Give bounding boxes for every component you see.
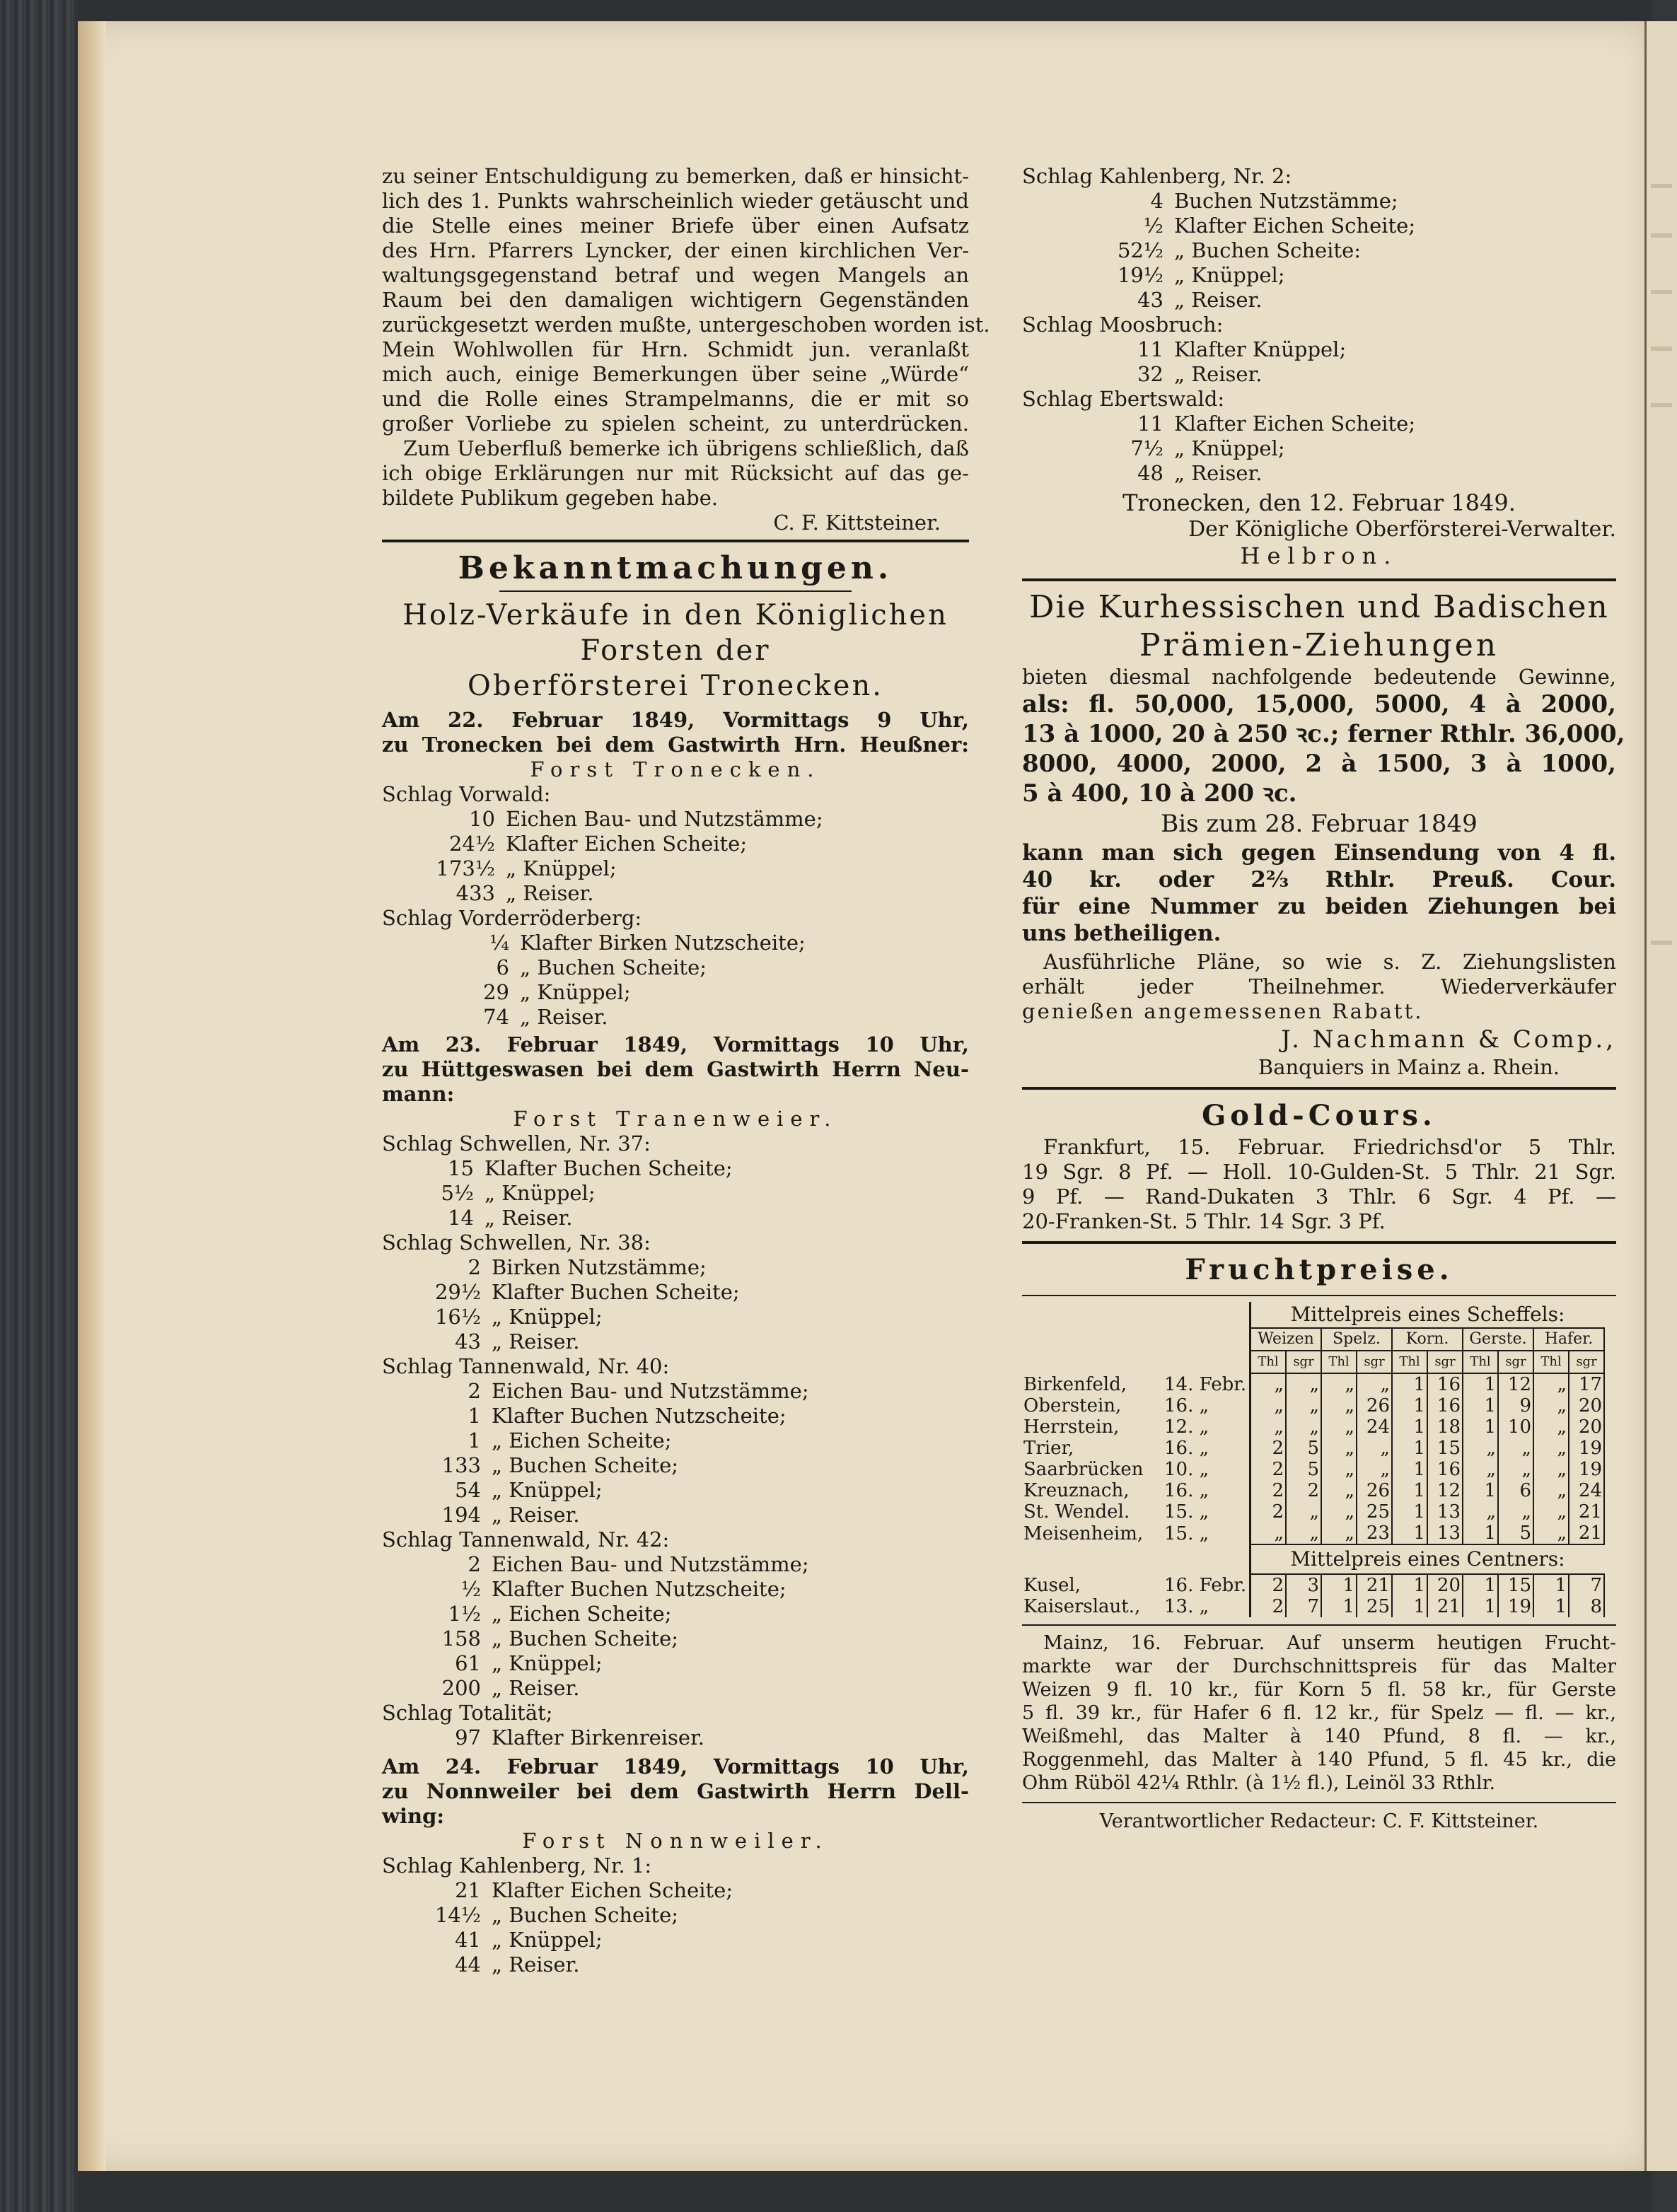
text-line: 5 fl. 39 kr., für Hafer 6 fl. 12 kr., für Spelz — fl. — kr.,: [1022, 1702, 1616, 1724]
scheffel-rows: [1022, 1373, 1604, 1544]
price-cell: „: [1321, 1459, 1357, 1480]
deadline: Bis zum 28. Februar 1849: [1161, 810, 1478, 838]
lot-item: 19½ „ Knüppel;: [1117, 263, 1285, 287]
price-cell: 12: [1427, 1480, 1463, 1501]
lot-item: 29½ Klafter Buchen Scheite;: [434, 1280, 740, 1304]
sale-location: zu Nonnweiler bei dem Gastwirth Herrn Dell-: [382, 1779, 969, 1803]
price-cell: 2: [1251, 1480, 1287, 1501]
lot-item: 173½ „ Knüppel;: [436, 856, 617, 880]
price-cell: 1: [1392, 1596, 1427, 1617]
price-cell: 18: [1427, 1416, 1463, 1438]
price-cell: 1: [1463, 1416, 1498, 1438]
text-line: Ausführliche Pläne, so wie s. Z. Ziehungslisten: [1043, 950, 1616, 974]
divider: [1022, 578, 1616, 581]
sale-date: Am 23. Februar 1849, Vormittags 10 Uhr,: [382, 1032, 969, 1056]
price-cell: „: [1251, 1416, 1287, 1438]
price-cell: „: [1463, 1501, 1498, 1523]
price-cell: 10: [1498, 1416, 1533, 1438]
table-row: [1022, 1438, 1604, 1459]
price-cell: 5: [1286, 1438, 1321, 1459]
divider: [1022, 1295, 1616, 1296]
text-line: mich auch, einige Bemerkungen über seine „Würde“: [382, 362, 969, 386]
price-cell: 1: [1392, 1574, 1427, 1596]
lot-item: 11 Klafter Eichen Scheite;: [1137, 412, 1416, 436]
lot-item: 194 „ Reiser.: [441, 1503, 580, 1527]
table-caption-row: [1022, 1302, 1604, 1328]
column-header: Korn.: [1392, 1328, 1463, 1351]
text-line: 20-Franken-St. 5 Thlr. 14 Sgr. 3 Pf.: [1022, 1209, 1386, 1233]
mainz-report: [1022, 1631, 1616, 1795]
lot-item: 10 Eichen Bau- und Nutzstämme;: [469, 807, 823, 831]
text-line: Raum bei den damaligen wichtigern Gegenständen: [382, 288, 969, 312]
price-cell: „: [1321, 1373, 1357, 1395]
price-cell: „: [1286, 1501, 1321, 1523]
price-cell: 20: [1427, 1574, 1463, 1596]
price-cell: 20: [1569, 1416, 1604, 1438]
forest-name: Forst Tranenweier.: [513, 1107, 838, 1131]
price-cell: 3: [1286, 1574, 1321, 1596]
lot-item: 7½ „ Knüppel;: [1130, 436, 1285, 460]
letter-paragraph-1: [382, 164, 990, 436]
price-cell: 12: [1498, 1373, 1533, 1395]
prize-line: 8000, 4000, 2000, 2 à 1500, 3 à 1000,: [1022, 750, 1616, 778]
divider: [382, 540, 969, 542]
unit-header-row: [1022, 1351, 1604, 1373]
price-cell: „: [1251, 1523, 1287, 1544]
lot-item: 32 „ Reiser.: [1137, 362, 1263, 386]
price-cell: „: [1533, 1523, 1569, 1544]
unit-header: sgr: [1498, 1351, 1533, 1373]
table-row: [1022, 1459, 1604, 1480]
text-line: Mainz, 16. Februar. Auf unserm heutigen Frucht-: [1043, 1632, 1616, 1654]
column-header: Weizen: [1251, 1328, 1322, 1351]
price-cell: 25: [1357, 1596, 1392, 1617]
lot-item: 14½ „ Buchen Scheite;: [434, 1903, 679, 1927]
notice-title: Oberförsterei Tronecken.: [468, 670, 883, 702]
place-cell: Saarbrücken: [1023, 1459, 1144, 1480]
sale-location: wing:: [382, 1804, 445, 1828]
unit-header: Thl: [1533, 1351, 1569, 1373]
gold-heading: Gold-Cours.: [1202, 1099, 1437, 1132]
grain-heading: Fruchtpreise.: [1185, 1253, 1453, 1286]
table-caption-row: [1022, 1544, 1604, 1574]
text-line: zurückgesetzt werden mußte, untergeschoben worden ist.: [382, 313, 990, 337]
table-caption: Mittelpreis eines Scheffels:: [1251, 1302, 1605, 1328]
lot-item: 43 „ Reiser.: [1137, 288, 1263, 312]
table-row: [1022, 1395, 1604, 1416]
lot-item: 5½ „ Knüppel;: [441, 1181, 596, 1205]
text-line: Frankfurt, 15. Februar. Friedrichsd'or 5 Thlr.: [1043, 1135, 1616, 1159]
price-cell: 2: [1251, 1459, 1287, 1480]
price-cell: 19: [1569, 1459, 1604, 1480]
divider: [499, 590, 852, 592]
text-line: kann man sich gegen Einsendung von 4 fl.: [1022, 840, 1616, 866]
lot-item: 14 „ Reiser.: [448, 1206, 573, 1230]
price-cell: 2: [1251, 1574, 1287, 1596]
place-cell: Meisenheim,: [1023, 1523, 1144, 1544]
lot-item: 44 „ Reiser.: [455, 1952, 580, 1977]
price-cell: „: [1357, 1438, 1392, 1459]
text-line: bieten diesmal nachfolgende bedeutende Gewinne,: [1022, 665, 1616, 689]
price-cell: 21: [1569, 1523, 1604, 1544]
lot-item: 41 „ Knüppel;: [455, 1928, 603, 1952]
text-line: die Stelle eines meiner Briefe über einen Aufsatz: [382, 214, 969, 238]
price-cell: „: [1321, 1501, 1357, 1523]
price-cell: 1: [1463, 1480, 1498, 1501]
unit-header: Thl: [1392, 1351, 1427, 1373]
schlag-label: Schlag Totalität;: [382, 1701, 553, 1725]
price-cell: „: [1498, 1438, 1533, 1459]
price-cell: „: [1533, 1459, 1569, 1480]
price-cell: 1: [1392, 1416, 1427, 1438]
date-cell: 16. Febr.: [1164, 1574, 1247, 1596]
price-cell: „: [1251, 1373, 1287, 1395]
place-cell: Kaiserslaut.,: [1023, 1596, 1141, 1617]
page-gutter: [78, 21, 106, 2171]
price-cell: 1: [1392, 1501, 1427, 1523]
divider: [1022, 1241, 1616, 1244]
lot-item: 200 „ Reiser.: [441, 1676, 580, 1700]
lot-item: 133 „ Buchen Scheite;: [441, 1453, 679, 1477]
text-line: 9 Pf. — Rand-Dukaten 3 Thlr. 6 Sgr. 4 Pf. —: [1022, 1184, 1616, 1209]
price-cell: 16: [1427, 1459, 1463, 1480]
price-cell: 1: [1392, 1395, 1427, 1416]
text-line: für eine Nummer zu beiden Ziehungen bei: [1022, 894, 1616, 919]
price-cell: 20: [1569, 1395, 1604, 1416]
sale-date: Am 22. Februar 1849, Vormittags 9 Uhr,: [382, 708, 969, 732]
schlag-label: Schlag Moosbruch:: [1022, 313, 1224, 337]
prize-line: als: fl. 50,000, 15,000, 5000, 4 à 2000,: [1022, 690, 1616, 718]
sale-date: Am 24. Februar 1849, Vormittags 10 Uhr,: [382, 1754, 969, 1779]
price-cell: „: [1286, 1373, 1321, 1395]
lot-item: 61 „ Knüppel;: [455, 1651, 603, 1675]
text-line: bildete Publikum gegeben habe.: [382, 486, 719, 510]
date-cell: 10. „: [1164, 1459, 1209, 1480]
price-cell: 21: [1569, 1501, 1604, 1523]
price-cell: 1: [1392, 1480, 1427, 1501]
schlag-label: Schlag Tannenwald, Nr. 40:: [382, 1354, 670, 1378]
schlag-label: Schlag Schwellen, Nr. 38:: [382, 1230, 651, 1255]
schlag-label: Schlag Kahlenberg, Nr. 2:: [1022, 164, 1292, 188]
text-line: des Hrn. Pfarrers Lyncker, der einen kirchlichen Ver-: [382, 238, 969, 262]
section-heading: Bekanntmachungen.: [458, 550, 893, 586]
price-cell: 23: [1357, 1523, 1392, 1544]
firm-name: J. Nachmann & Comp.,: [1281, 1025, 1616, 1054]
price-cell: „: [1321, 1416, 1357, 1438]
price-cell: 7: [1286, 1596, 1321, 1617]
authority: Der Königliche Oberförsterei-Verwalter.: [1188, 517, 1616, 542]
lot-item: 1 Klafter Buchen Nutzscheite;: [468, 1404, 787, 1428]
divider: [1022, 1624, 1616, 1626]
place-cell: Herrstein,: [1023, 1416, 1120, 1438]
crop-header-row: [1022, 1328, 1604, 1351]
lot-item: 2 Birken Nutzstämme;: [468, 1255, 707, 1279]
price-cell: 13: [1427, 1523, 1463, 1544]
price-cell: „: [1251, 1395, 1287, 1416]
text-line: erhält jeder Theilnehmer. Wiederverkäufer: [1022, 974, 1616, 999]
schlag-label: Schlag Tannenwald, Nr. 42:: [382, 1527, 670, 1552]
lot-item: 11 Klafter Knüppel;: [1137, 337, 1347, 361]
lot-item: ½ Klafter Eichen Scheite;: [1143, 214, 1416, 238]
price-cell: „: [1286, 1395, 1321, 1416]
text-line: großer Vorliebe zu spielen scheint, zu unterdrücken.: [382, 412, 969, 436]
unit-header: sgr: [1427, 1351, 1463, 1373]
lot-item: 16½ „ Knüppel;: [434, 1305, 603, 1329]
lot-item: ¼ Klafter Birken Nutzscheite;: [489, 931, 806, 955]
price-cell: 7: [1569, 1574, 1604, 1596]
table-row: [1022, 1501, 1604, 1523]
price-cell: 1: [1392, 1459, 1427, 1480]
official-name: Helbron.: [1240, 542, 1398, 569]
price-cell: 1: [1392, 1438, 1427, 1459]
price-cell: 25: [1357, 1501, 1392, 1523]
lot-item: 2 Eichen Bau- und Nutzstämme;: [468, 1379, 809, 1403]
price-cell: 1: [1463, 1523, 1498, 1544]
letter-signature: C. F. Kittsteiner.: [773, 511, 941, 535]
text-line: Ohm Rüböl 42¼ Rthlr. (à 1½ fl.), Leinöl 33 Rthlr.: [1022, 1772, 1496, 1794]
price-cell: 19: [1498, 1596, 1533, 1617]
price-cell: 1: [1463, 1373, 1498, 1395]
price-cell: 2: [1251, 1596, 1287, 1617]
date-cell: 12. „: [1164, 1416, 1209, 1438]
lot-item: 21 Klafter Eichen Scheite;: [455, 1878, 733, 1902]
lot-item: 6 „ Buchen Scheite;: [496, 955, 707, 979]
price-cell: „: [1533, 1395, 1569, 1416]
price-cell: „: [1533, 1480, 1569, 1501]
price-cell: 17: [1569, 1373, 1604, 1395]
unit-header: sgr: [1357, 1351, 1392, 1373]
place-cell: Oberstein,: [1023, 1395, 1122, 1416]
price-cell: 1: [1533, 1574, 1569, 1596]
price-cell: 1: [1463, 1574, 1498, 1596]
place-cell: St. Wendel.: [1023, 1501, 1130, 1523]
date-cell: 16. „: [1164, 1480, 1209, 1501]
text-line: Weizen 9 fl. 10 kr., für Korn 5 fl. 58 kr., für Gerste: [1022, 1679, 1616, 1701]
text-line: 40 kr. oder 2⅔ Rthlr. Preuß. Cour.: [1022, 867, 1616, 892]
text-line: 19 Sgr. 8 Pf. — Holl. 10-Gulden-St. 5 Thlr. 21 Sgr.: [1022, 1160, 1616, 1184]
sale-location: zu Tronecken bei dem Gastwirth Hrn. Heußner:: [382, 733, 969, 757]
lot-item: 15 Klafter Buchen Scheite;: [448, 1156, 733, 1180]
left-column: [382, 164, 990, 1977]
text-line: Weißmehl, das Malter à 140 Pfund, 8 fl. — kr.,: [1022, 1725, 1616, 1747]
lot-item: 43 „ Reiser.: [455, 1329, 580, 1354]
lottery-heading: Prämien-Ziehungen: [1139, 627, 1499, 663]
sale-location: mann:: [382, 1082, 455, 1106]
price-cell: „: [1357, 1373, 1392, 1395]
unit-header: sgr: [1286, 1351, 1321, 1373]
price-cell: „: [1533, 1416, 1569, 1438]
price-cell: 21: [1357, 1574, 1392, 1596]
letter-paragraph-2: [382, 436, 969, 511]
schlag-label: Schlag Schwellen, Nr. 37:: [382, 1131, 651, 1156]
date-cell: 15. „: [1164, 1523, 1209, 1544]
text-line: zu seiner Entschuldigung zu bemerken, daß er hinsicht-: [382, 164, 969, 188]
lot-item: 52½ „ Buchen Scheite:: [1117, 238, 1362, 262]
text-line: markte war der Durchschnittspreis für das Malter: [1022, 1655, 1616, 1677]
table-caption: Mittelpreis eines Centners:: [1251, 1544, 1605, 1574]
text-line: waltungsgegenstand betraf und wegen Mangels an: [382, 263, 969, 287]
price-cell: 26: [1357, 1480, 1392, 1501]
price-cell: „: [1463, 1459, 1498, 1480]
price-cell: „: [1286, 1523, 1321, 1544]
lot-item: 1 „ Eichen Scheite;: [468, 1428, 672, 1453]
right-column: [1022, 164, 1625, 1834]
text-line: Roggenmehl, das Malter à 140 Pfund, 5 fl. 45 kr., die: [1022, 1749, 1616, 1771]
notice-title: Holz-Verkäufe in den Königlichen Forsten der: [402, 599, 948, 667]
table-row: [1022, 1523, 1604, 1544]
column-header: Spelz.: [1321, 1328, 1392, 1351]
price-cell: 5: [1498, 1523, 1533, 1544]
centner-rows: [1022, 1574, 1604, 1617]
lot-item: 54 „ Knüppel;: [455, 1478, 603, 1502]
price-cell: 1: [1463, 1596, 1498, 1617]
grain-price-table: [1022, 1302, 1605, 1617]
lot-item: 48 „ Reiser.: [1137, 461, 1263, 485]
price-cell: „: [1533, 1373, 1569, 1395]
divider: [1022, 1802, 1616, 1803]
text-line: uns betheiligen.: [1022, 921, 1222, 946]
price-cell: 21: [1427, 1596, 1463, 1617]
price-cell: 1: [1321, 1574, 1357, 1596]
price-cell: „: [1286, 1416, 1321, 1438]
unit-header: Thl: [1463, 1351, 1498, 1373]
gold-rates: [1022, 1097, 1616, 1234]
lot-item: 74 „ Reiser.: [483, 1005, 608, 1029]
table-row: [1022, 1416, 1604, 1438]
price-cell: 24: [1569, 1480, 1604, 1501]
price-cell: 2: [1251, 1438, 1287, 1459]
lot-item: 4 Buchen Nutzstämme;: [1150, 189, 1398, 213]
price-cell: 13: [1427, 1501, 1463, 1523]
text-line: ich obige Erklärungen nur mit Rücksicht auf das ge-: [382, 461, 969, 485]
price-cell: „: [1357, 1459, 1392, 1480]
price-cell: 6: [1498, 1480, 1533, 1501]
price-cell: 8: [1569, 1596, 1604, 1617]
price-cell: „: [1533, 1501, 1569, 1523]
next-page-edge: [1644, 21, 1677, 2171]
editor-line: Verantwortlicher Redacteur: C. F. Kittsteiner.: [1099, 1810, 1539, 1832]
forest-name: Forst Tronecken.: [530, 757, 821, 781]
forest-name: Forst Nonnweiler.: [522, 1829, 829, 1853]
divider: [1022, 1087, 1616, 1090]
schlag-label: Schlag Ebertswald:: [1022, 387, 1225, 411]
price-cell: 9: [1498, 1395, 1533, 1416]
column-header: Hafer.: [1533, 1328, 1604, 1351]
lot-item: 1½ „ Eichen Scheite;: [448, 1602, 672, 1626]
price-cell: 15: [1427, 1438, 1463, 1459]
date-cell: 16. „: [1164, 1438, 1209, 1459]
price-cell: 19: [1569, 1438, 1604, 1459]
place-cell: Kusel,: [1023, 1574, 1081, 1596]
price-cell: 1: [1392, 1523, 1427, 1544]
price-cell: „: [1498, 1501, 1533, 1523]
price-cell: 2: [1286, 1480, 1321, 1501]
grain-prices: [1022, 1251, 1616, 1626]
table-row: [1022, 1596, 1604, 1617]
text-line: Mein Wohlwollen für Hrn. Schmidt jun. veranlaßt: [382, 337, 969, 361]
price-cell: 26: [1357, 1395, 1392, 1416]
prize-line: 5 à 400, 10 à 200 ꝛc.: [1022, 779, 1297, 808]
lot-item: 158 „ Buchen Scheite;: [441, 1626, 679, 1651]
text-line: genießen angemessenen Rabatt.: [1022, 999, 1424, 1023]
column-header: Gerste.: [1463, 1328, 1533, 1351]
price-cell: „: [1498, 1459, 1533, 1480]
price-cell: „: [1321, 1480, 1357, 1501]
prize-line: 13 à 1000, 20 à 250 ꝛc.; ferner Rthlr. 36,000,: [1022, 720, 1625, 748]
lot-item: 433 „ Reiser.: [455, 881, 594, 905]
firm-location: Banquiers in Mainz a. Rhein.: [1258, 1055, 1560, 1079]
lot-item: 29 „ Knüppel;: [483, 980, 631, 1004]
price-cell: „: [1533, 1438, 1569, 1459]
text-line: und die Rolle eines Strampelmanns, die er mit so: [382, 387, 969, 411]
price-cell: „: [1463, 1438, 1498, 1459]
price-cell: 16: [1427, 1373, 1463, 1395]
lottery-heading: Die Kurhessischen und Badischen: [1029, 589, 1609, 625]
lot-item: ½ Klafter Buchen Nutzscheite;: [460, 1577, 787, 1601]
price-cell: 16: [1427, 1395, 1463, 1416]
text-line: lich des 1. Punkts wahrscheinlich wieder getäuscht und: [382, 189, 969, 213]
unit-header: sgr: [1569, 1351, 1604, 1373]
date-cell: 13. „: [1164, 1596, 1209, 1617]
table-row: [1022, 1574, 1604, 1596]
lot-item: 97 Klafter Birkenreiser.: [455, 1725, 704, 1750]
lot-item: 24½ Klafter Eichen Scheite;: [448, 832, 748, 856]
lottery-ad: [1022, 588, 1625, 1080]
schlag-label: Schlag Kahlenberg, Nr. 1:: [382, 1853, 652, 1878]
price-cell: „: [1321, 1395, 1357, 1416]
book-binding-left: [0, 0, 78, 2212]
date-cell: 16. „: [1164, 1395, 1209, 1416]
price-cell: 1: [1321, 1596, 1357, 1617]
unit-header: Thl: [1321, 1351, 1357, 1373]
price-cell: 2: [1251, 1501, 1287, 1523]
table-row: [1022, 1480, 1604, 1501]
price-cell: „: [1321, 1438, 1357, 1459]
place-cell: Birkenfeld,: [1023, 1373, 1127, 1395]
schlag-label: Schlag Vorwald:: [382, 782, 551, 806]
price-cell: 15: [1498, 1574, 1533, 1596]
price-cell: 5: [1286, 1459, 1321, 1480]
price-cell: 1: [1533, 1596, 1569, 1617]
price-cell: 1: [1392, 1373, 1427, 1395]
text-line: Zum Ueberfluß bemerke ich übrigens schließlich, daß: [403, 436, 969, 460]
date-cell: 14. Febr.: [1164, 1373, 1247, 1395]
price-cell: „: [1321, 1523, 1357, 1544]
lot-item: 2 Eichen Bau- und Nutzstämme;: [468, 1552, 809, 1576]
price-cell: 24: [1357, 1416, 1392, 1438]
date-cell: 15. „: [1164, 1501, 1209, 1523]
place-cell: Trier,: [1023, 1438, 1074, 1459]
unit-header: Thl: [1251, 1351, 1287, 1373]
price-cell: 1: [1463, 1395, 1498, 1416]
place-date: Tronecken, den 12. Februar 1849.: [1122, 489, 1516, 516]
schlag-label: Schlag Vorderröderberg:: [382, 906, 642, 930]
sale-location: zu Hüttgeswasen bei dem Gastwirth Herrn Neu-: [382, 1057, 969, 1081]
place-cell: Kreuznach,: [1023, 1480, 1130, 1501]
table-row: [1022, 1373, 1604, 1395]
